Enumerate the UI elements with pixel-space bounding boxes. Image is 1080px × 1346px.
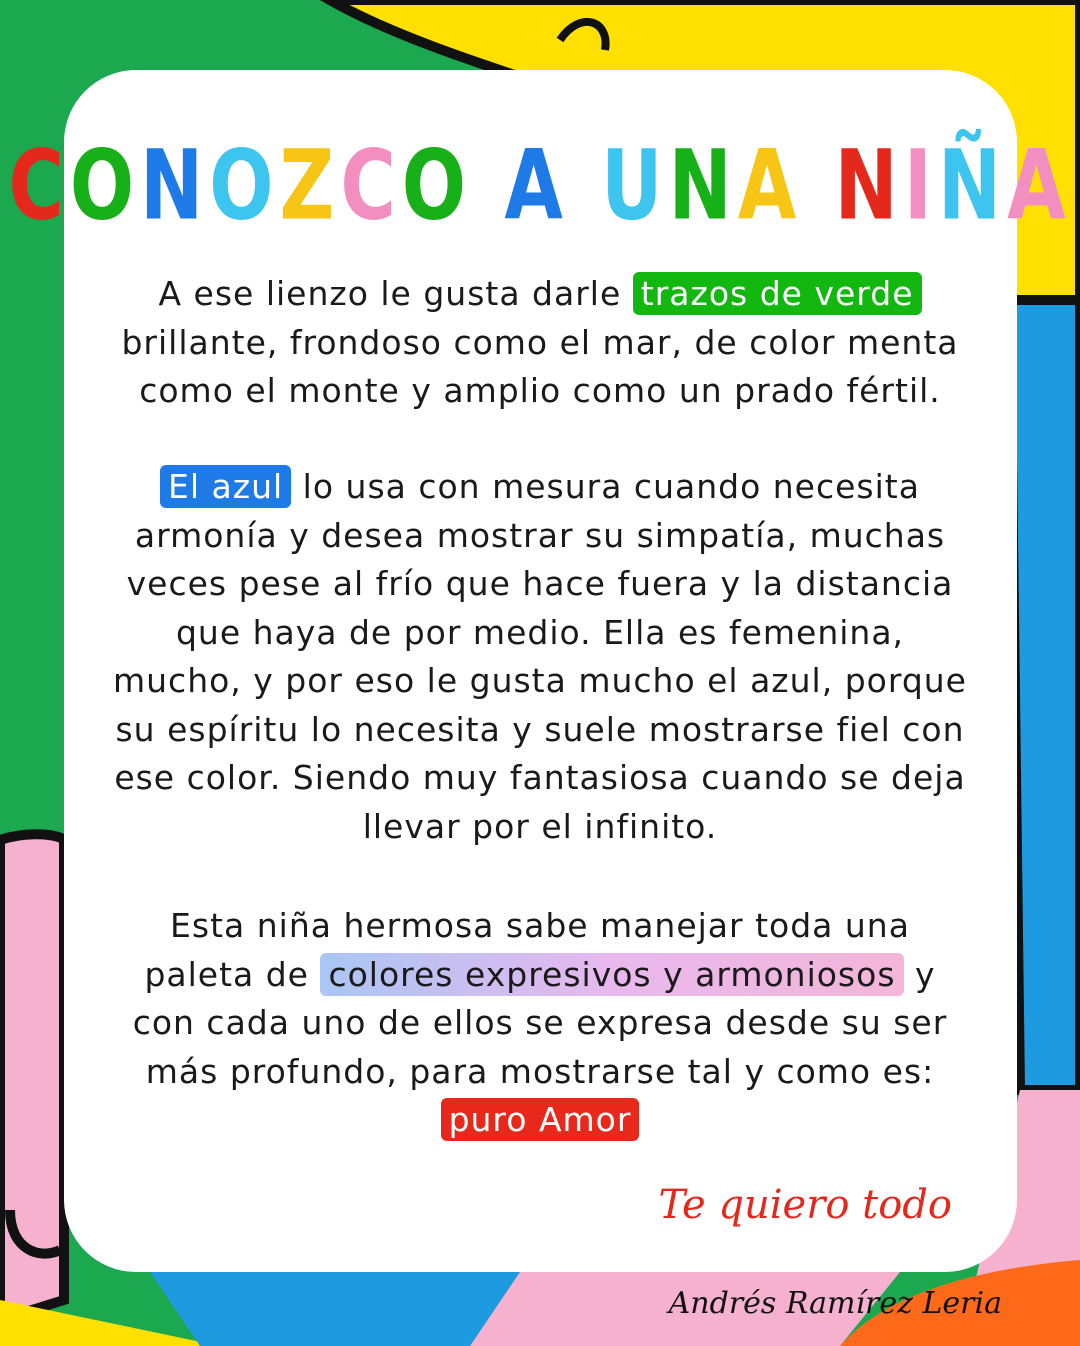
title-letter: N bbox=[140, 128, 210, 242]
highlight-green: trazos de verde bbox=[633, 272, 922, 315]
highlight-red: puro Amor bbox=[441, 1098, 640, 1141]
title-letter bbox=[569, 133, 601, 237]
title-letter: A bbox=[1007, 128, 1072, 242]
author-name: Andrés Ramírez Leria bbox=[668, 1286, 1002, 1321]
title-letter: A bbox=[737, 128, 803, 242]
paragraph-1-rest: brillante, frondoso como el mar, de color menta como el monte y amplio como un prado fértil. bbox=[121, 322, 959, 410]
title-letter: N bbox=[834, 128, 904, 242]
paragraph-3-lead: Esta niña hermosa sabe manejar toda una paleta de bbox=[144, 906, 910, 994]
paragraph-1 bbox=[110, 270, 970, 416]
title-letter: Ñ bbox=[937, 128, 1008, 242]
title-letter: U bbox=[601, 128, 669, 242]
highlight-blue: El azul bbox=[160, 465, 291, 508]
title-letter: O bbox=[401, 128, 473, 242]
title-letter: Z bbox=[279, 128, 341, 242]
title-letter: A bbox=[504, 128, 569, 242]
paragraph-3 bbox=[110, 902, 970, 1145]
title-letter: O bbox=[69, 128, 141, 242]
paragraph-3-rest: y con cada uno de ellos se expresa desde su ser más profundo, para mostrarse tal y como es: bbox=[132, 954, 948, 1091]
paragraph-2 bbox=[110, 463, 970, 851]
paragraph-2-rest: lo usa con mesura cuando necesita armonía y desea mostrar su simpatía, muchas veces pese al frío que hace fuera y la distancia que haya de por medio. Ella es femenina, mucho, y por eso le gusta mucho el azul, porque su espíritu lo necesita y suele mostrarse fiel con ese color. Siendo muy fantasiosa cuando se deja llevar por el infinito. bbox=[112, 467, 967, 846]
title-letter bbox=[802, 133, 834, 237]
title-letter: I bbox=[903, 128, 938, 242]
page-title bbox=[0, 128, 1080, 242]
title-letter: C bbox=[340, 128, 402, 242]
highlight-gradient: colores expresivos y armoniosos bbox=[320, 953, 903, 996]
signature: Te quiero todo bbox=[658, 1182, 952, 1228]
title-letter: N bbox=[668, 128, 738, 242]
paragraph-1-lead: A ese lienzo le gusta darle bbox=[158, 274, 633, 313]
title-letter: O bbox=[209, 128, 280, 242]
title-letter: C bbox=[8, 128, 70, 242]
title-letter bbox=[472, 133, 504, 237]
